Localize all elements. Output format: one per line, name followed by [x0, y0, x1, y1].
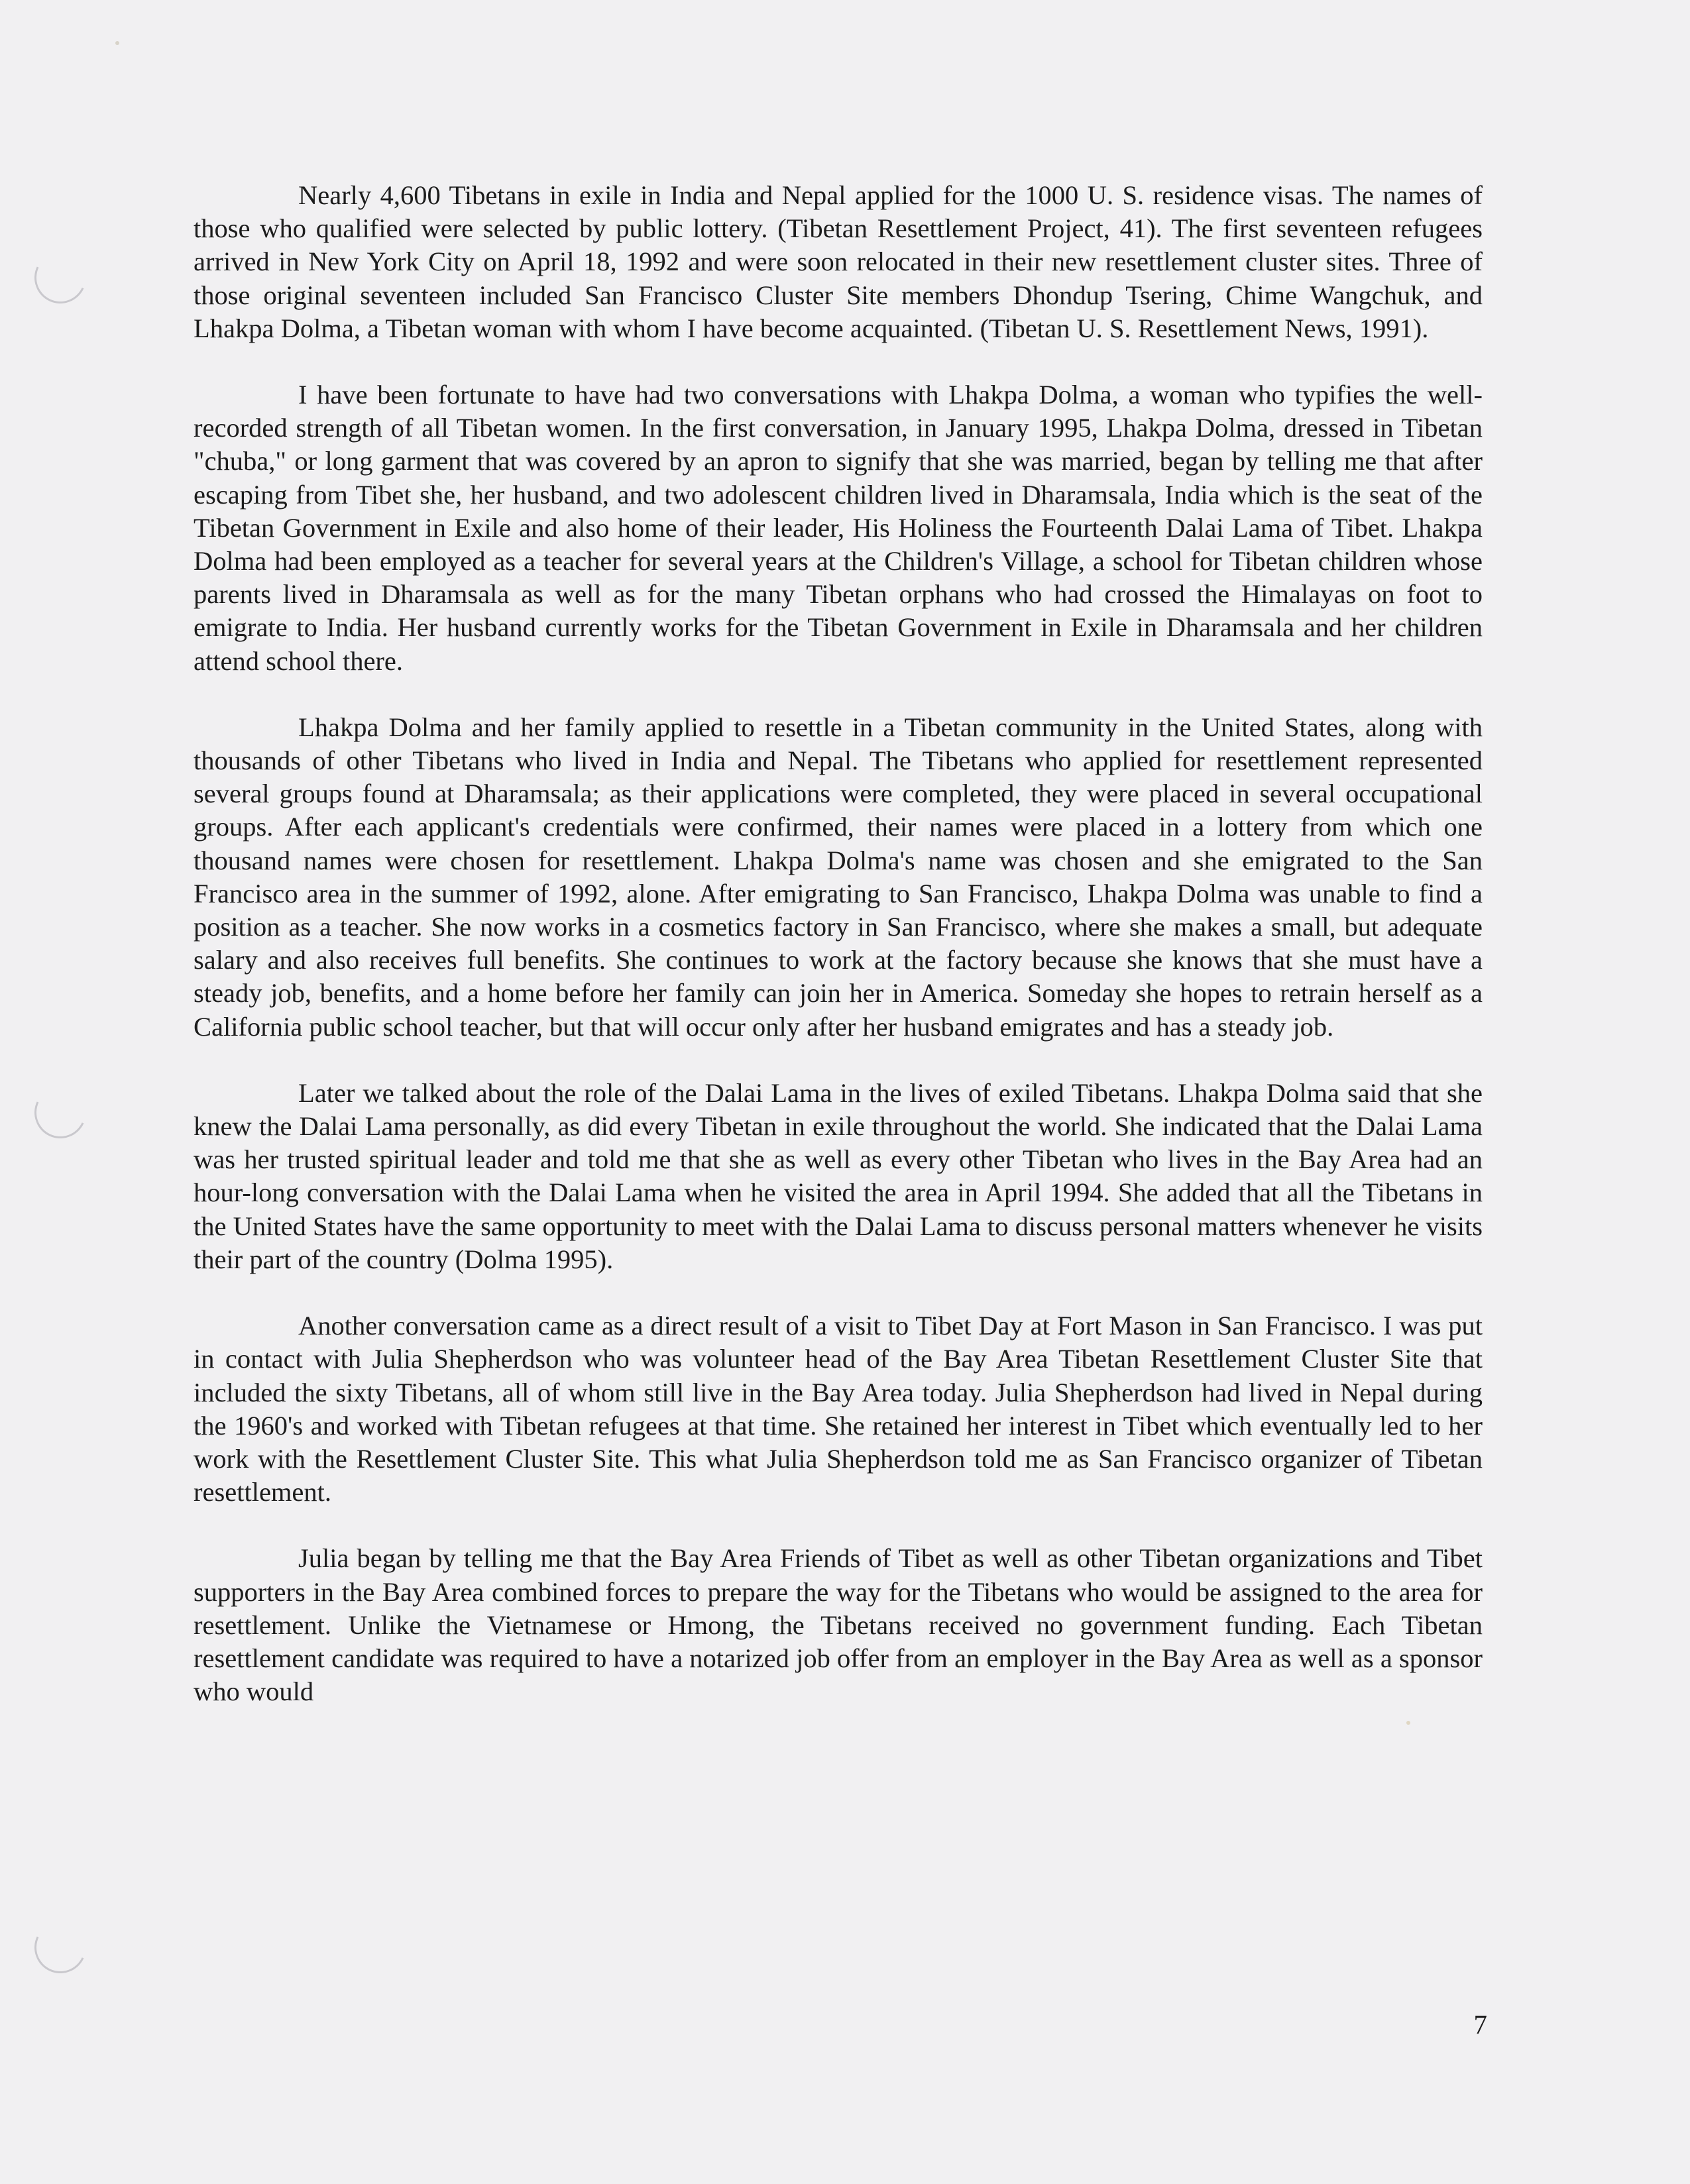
paragraph-dalai-lama: Later we talked about the role of the Dalai Lama in the lives of exiled Tibetans. Lhakpa Dolma said that she knew the Dalai Lama personally, as did every Tibetan in exile throughout the world. She indicated that the Dalai Lama was her trusted spiritual leader and told me that she as well as every other Tibetan who lives in the Bay Area had an hour-long conversation with the Dalai Lama when he visited the area in April 1994. She added that all the Tibetans in the United States have the same opportunity to meet with the Dalai Lama to discuss personal matters whenever he visits their part of the country (Dolma 1995).: [194, 1077, 1483, 1274]
page-number: 7: [1473, 2009, 1487, 2040]
binder-punch-hole-bottom: [27, 1914, 93, 1981]
paper-speck: [115, 41, 119, 45]
body-text: [194, 179, 1483, 1741]
paragraph-julia-shepherdson: Another conversation came as a direct result of a visit to Tibet Day at Fort Mason in San Francisco. I was put in contact with Julia Shepherdson who was volunteer head of the Bay Area Tibetan Resettlement Cluster Site that included the sixty Tibetans, all of whom still live in the Bay Area today. Julia Shepherdson had lived in Nepal during the 1960's and worked with Tibetan refugees at that time. She retained her interest in Tibet which eventually led to her work with the Resettlement Cluster Site. This what Julia Shepherdson told me as San Francisco organizer of Tibetan resettlement.: [194, 1311, 1483, 1507]
paragraph-bay-area-support: Julia began by telling me that the Bay Area Friends of Tibet as well as other Tibetan organizations and Tibet supporters in the Bay Area combined forces to prepare the way for the Tibetans who would be assigned to the area for resettlement. Unlike the Vietnamese or Hmong, the Tibetans received no government funding. Each Tibetan resettlement candidate was required to have a notarized job offer from an employer in the Bay Area as well as a sponsor who would: [194, 1543, 1483, 1707]
paragraph-visa-lottery: Nearly 4,600 Tibetans in exile in India and Nepal applied for the 1000 U. S. residence visas. The names of those who qualified were selected by public lottery. (Tibetan Resettlement Project, 41). The first seventeen refugees arrived in New York City on April 18, 1992 and were soon relocated in their new resettlement cluster sites. Three of those original seventeen included San Francisco Cluster Site members Dhondup Tsering, Chime Wangchuk, and Lhakpa Dolma, a Tibetan woman with whom I have become acquainted. (Tibetan U. S. Resettlement News, 1991).: [194, 180, 1483, 343]
paragraph-resettlement-process: Lhakpa Dolma and her family applied to resettle in a Tibetan community in the United States, along with thousands of other Tibetans who lived in India and Nepal. The Tibetans who applied for resettlement represented several groups found at Dharamsala; as their applications were completed, they were placed in several occupational groups. After each applicant's credentials were confirmed, their names were placed in a lottery from which one thousand names were chosen for resettlement. Lhakpa Dolma's name was chosen and she emigrated to the San Francisco area in the summer of 1992, alone. After emigrating to San Francisco, Lhakpa Dolma was unable to find a position as a teacher. She now works in a cosmetics factory in San Francisco, where she makes a small, but adequate salary and also receives full benefits. She continues to work at the factory because she knows that she must have a steady job, benefits, and a home before her family can join her in America. Someday she hopes to retrain herself as a California public school teacher, but that will occur only after her husband emigrates and has a steady job.: [194, 712, 1483, 1042]
binder-punch-hole-middle: [27, 1079, 93, 1146]
binder-punch-hole-top: [27, 245, 93, 311]
paragraph-lhakpa-dolma-background: I have been fortunate to have had two conversations with Lhakpa Dolma, a woman who typifies the well-recorded strength of all Tibetan women. In the first conversation, in January 1995, Lhakpa Dolma, dressed in Tibetan "chuba," or long garment that was covered by an apron to signify that she was married, began by telling me that after escaping from Tibet she, her husband, and two adolescent children lived in Dharamsala, India which is the seat of the Tibetan Government in Exile and also home of their leader, His Holiness the Fourteenth Dalai Lama of Tibet. Lhakpa Dolma had been employed as a teacher for several years at the Children's Village, a school for Tibetan children whose parents lived in Dharamsala as well as for the many Tibetan orphans who had crossed the Himalayas on foot to emigrate to India. Her husband currently works for the Tibetan Government in Exile in Dharamsala and her children attend school there.: [194, 380, 1483, 676]
